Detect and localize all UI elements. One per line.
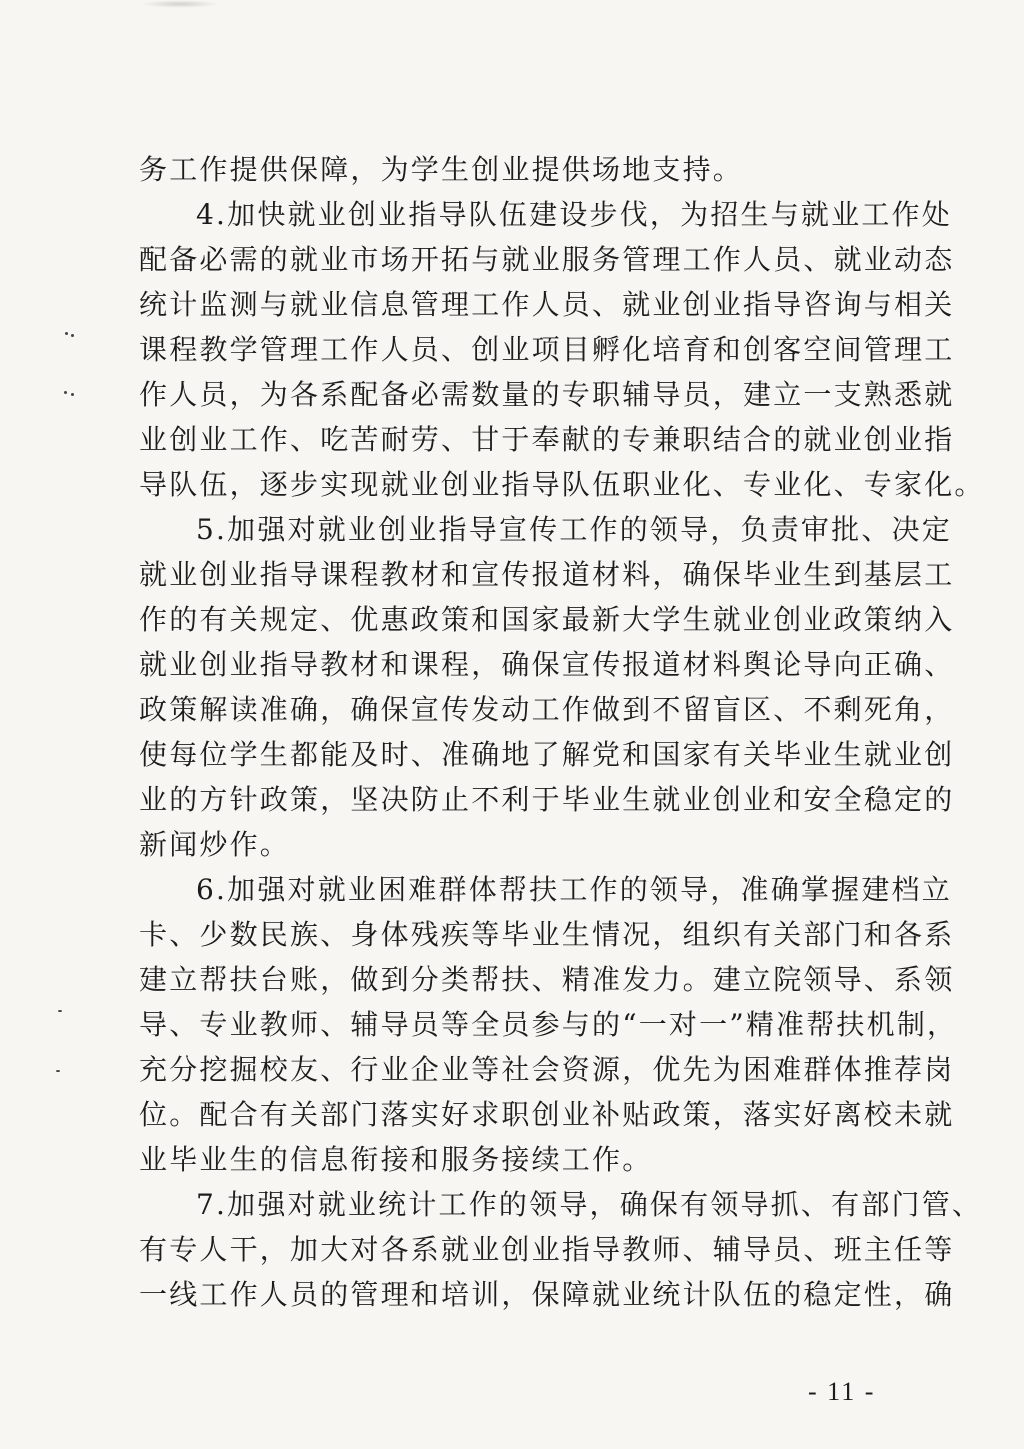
text-line: 作人员，为各系配备必需数量的专职辅导员，建立一支熟悉就 <box>139 378 955 411</box>
text-line: 业毕业生的信息衔接和服务接续工作。 <box>139 1143 653 1176</box>
text-line: 作的有关规定、优惠政策和国家最新大学生就业创业政策纳入 <box>139 603 955 636</box>
text-line: 充分挖掘校友、行业企业等社会资源，优先为困难群体推荐岗 <box>139 1053 955 1086</box>
text-line: 课程教学管理工作人员、创业项目孵化培育和创客空间管理工 <box>139 333 955 366</box>
text-line: 建立帮扶台账，做到分类帮扶、精准发力。建立院领导、系领 <box>139 963 955 996</box>
text-line: 位。配合有关部门落实好求职创业补贴政策，落实好离校未就 <box>139 1098 955 1131</box>
text-line: 使每位学生都能及时、准确地了解党和国家有关毕业生就业创 <box>139 738 955 771</box>
text-line: 新闻炒作。 <box>139 828 291 861</box>
paragraph-5-start: 5.加强对就业创业指导宣传工作的领导，负责审批、决定 <box>196 513 952 546</box>
margin-speck <box>56 1070 60 1072</box>
text-line: 导队伍，逐步实现就业创业指导队伍职业化、专业化、专家化。 <box>139 468 985 501</box>
text-line: 卡、少数民族、身体残疾等毕业生情况，组织有关部门和各系 <box>139 918 955 951</box>
text-line: 务工作提供保障，为学生创业提供场地支持。 <box>139 153 744 186</box>
text-line: 一线工作人员的管理和培训，保障就业统计队伍的稳定性，确 <box>139 1278 955 1311</box>
text-line: 配备必需的就业市场开拓与就业服务管理工作人员、就业动态 <box>139 243 955 276</box>
text-line: 业创业工作、吃苦耐劳、甘于奉献的专兼职结合的就业创业指 <box>139 423 955 456</box>
paragraph-4-start: 4.加快就业创业指导队伍建设步伐，为招生与就业工作处 <box>196 198 952 231</box>
text-line: 统计监测与就业信息管理工作人员、就业创业指导咨询与相关 <box>139 288 955 321</box>
margin-speck <box>65 332 68 335</box>
paragraph-7-start: 7.加强对就业统计工作的领导，确保有领导抓、有部门管、 <box>196 1188 983 1221</box>
text-line: 就业创业指导教材和课程，确保宣传报道材料舆论导向正确、 <box>139 648 955 681</box>
text-line: 导、专业教师、辅导员等全员参与的“一对一”精准帮扶机制， <box>139 1008 958 1041</box>
paragraph-6-start: 6.加强对就业困难群体帮扶工作的领导，准确掌握建档立 <box>196 873 952 906</box>
margin-speck <box>58 1010 62 1012</box>
text-line: 业的方针政策，坚决防止不利于毕业生就业创业和安全稳定的 <box>139 783 955 816</box>
text-line: 就业创业指导课程教材和宣传报道材料，确保毕业生到基层工 <box>139 558 955 591</box>
page-number: - 11 - <box>808 1377 876 1406</box>
margin-speck <box>71 334 74 337</box>
text-line: 政策解读准确，确保宣传发动工作做到不留盲区、不剩死角， <box>139 693 955 726</box>
margin-speck <box>71 393 74 396</box>
margin-speck <box>64 391 67 394</box>
text-line: 有专人干，加大对各系就业创业指导教师、辅导员、班主任等 <box>139 1233 955 1266</box>
scan-shadow <box>140 0 220 8</box>
